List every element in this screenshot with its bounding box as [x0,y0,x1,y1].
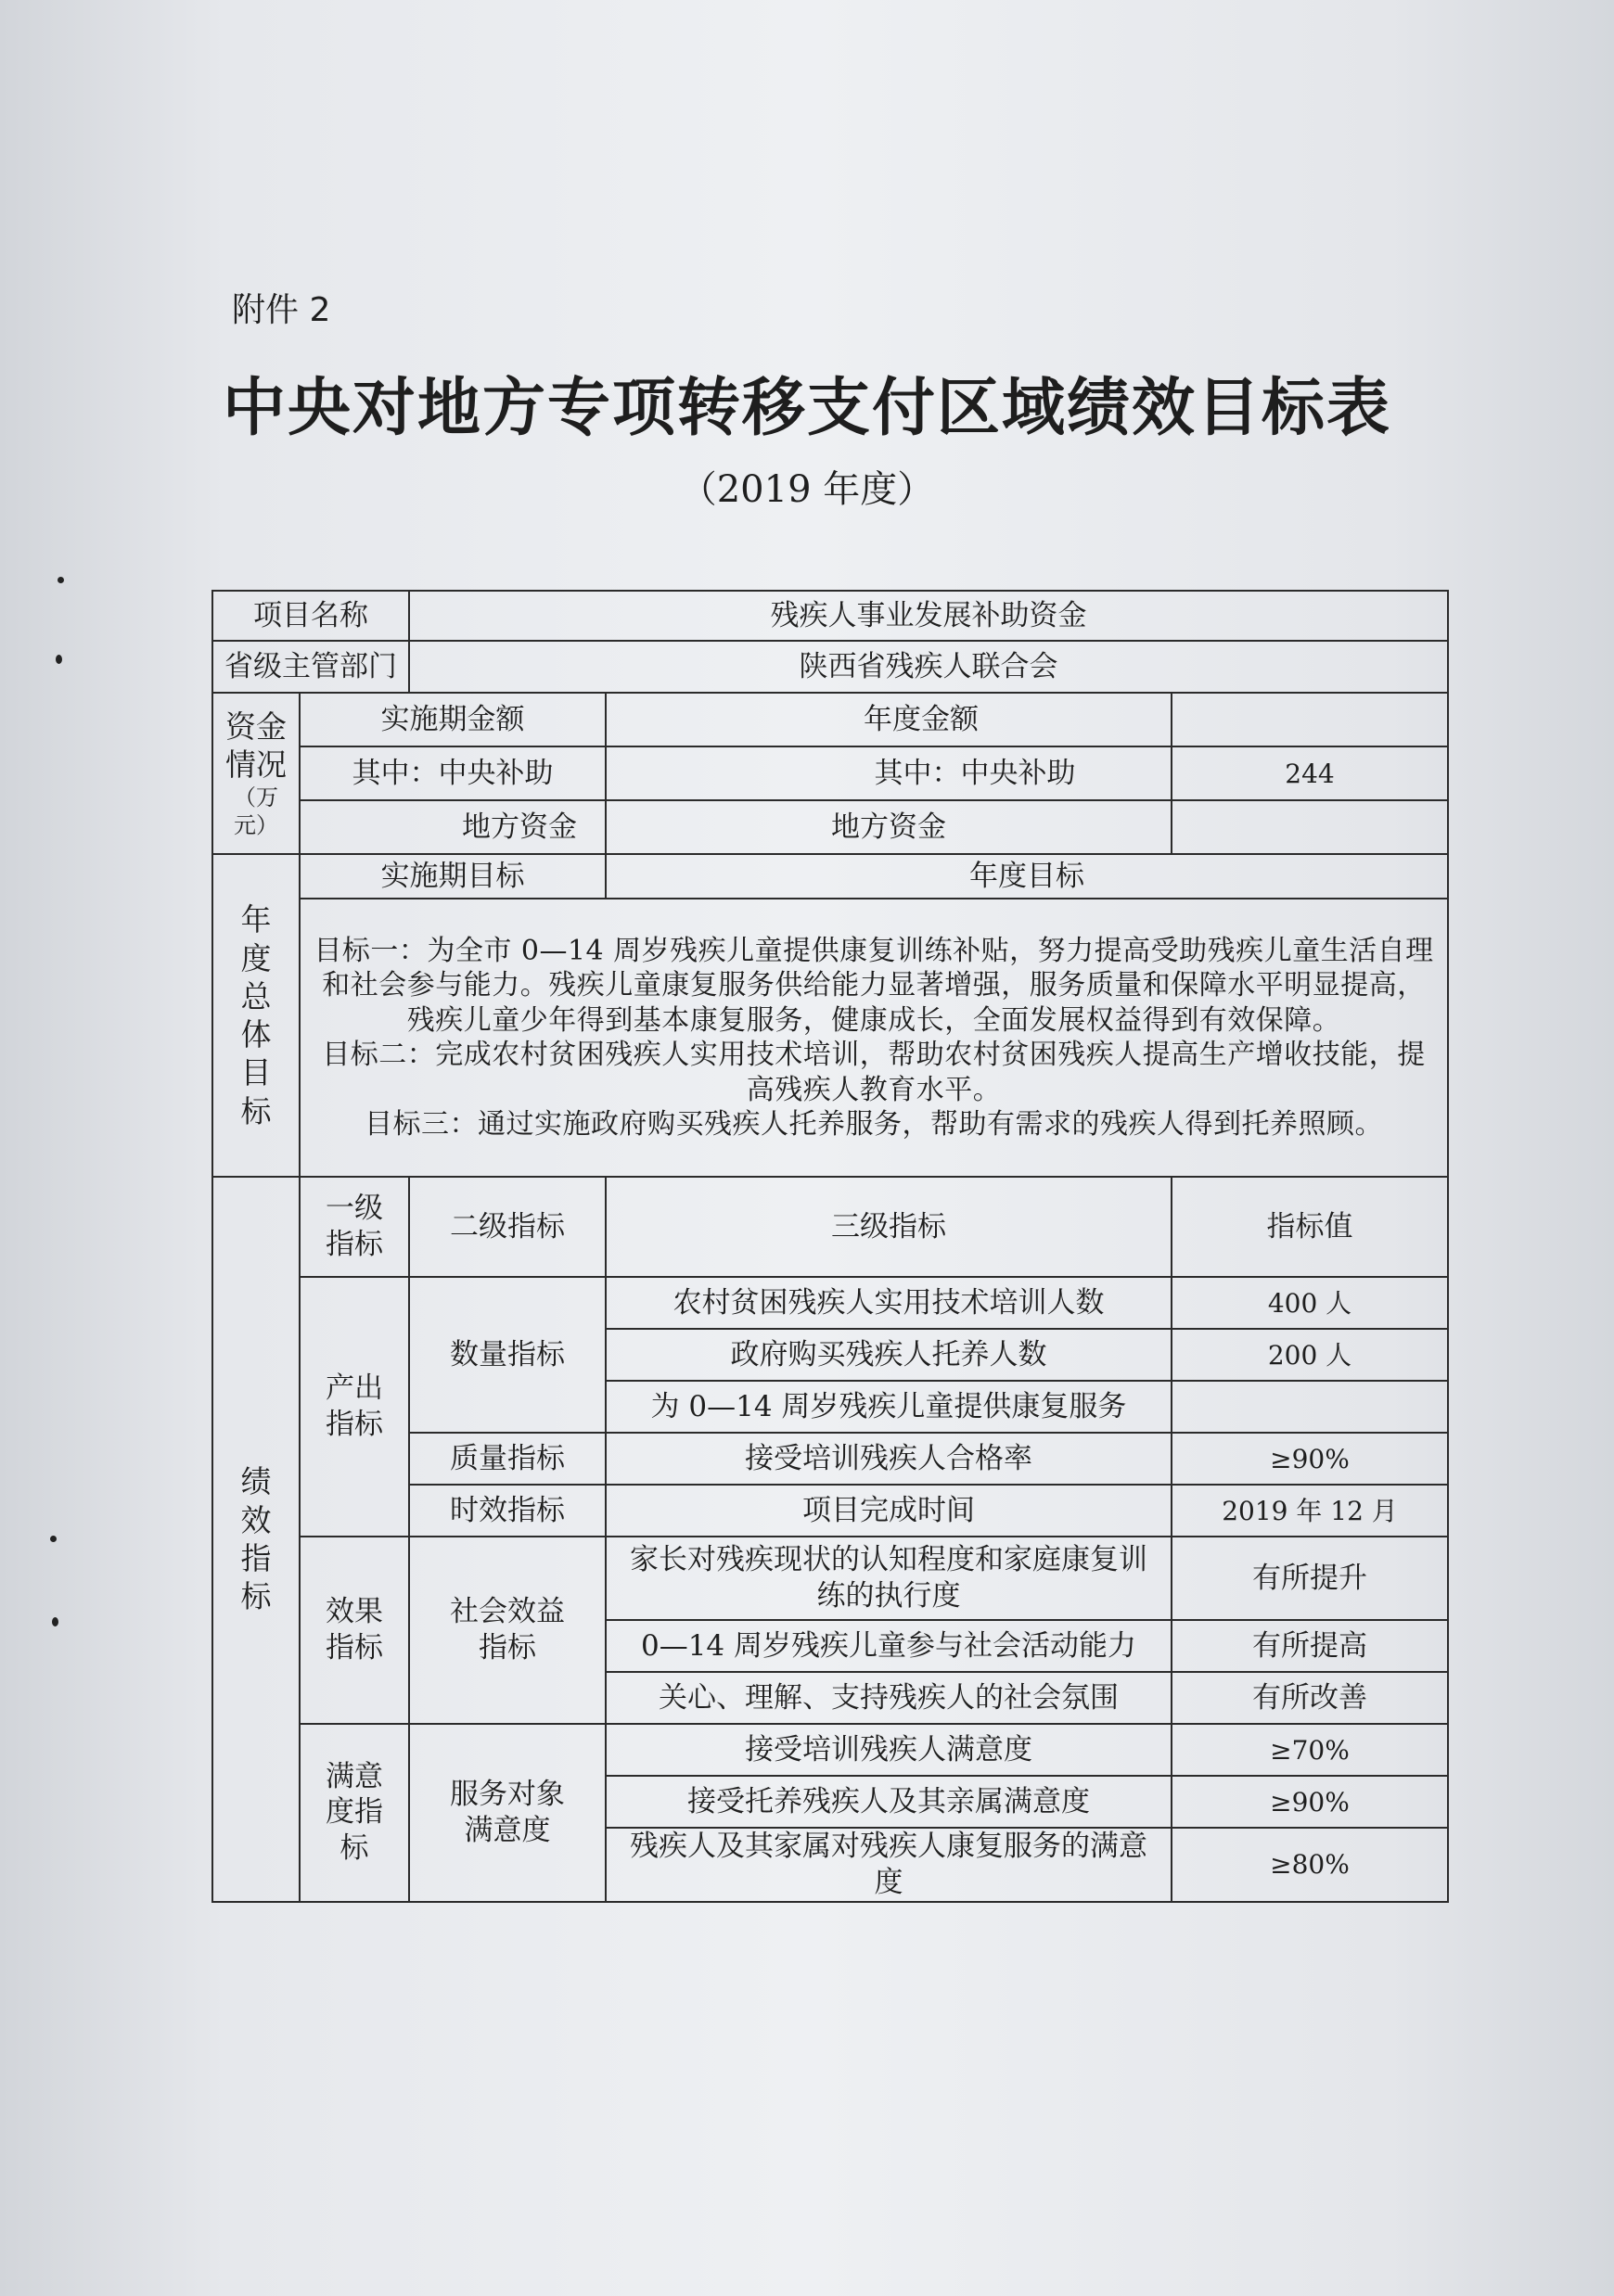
output-indicator-label [300,1277,409,1537]
satisfaction-indicator-line: 标 [339,1831,369,1866]
annual-goals-char: 度 [240,939,272,976]
level3-indicator: 接受培训残疾人满意度 [606,1724,1172,1776]
effect-indicator-label [300,1537,409,1724]
level2-header: 二级指标 [409,1177,606,1277]
level3-indicator: 残疾人及其家属对残疾人康复服务的满意度 [606,1828,1172,1902]
local-funds-period-label: 地方资金 [300,800,606,854]
level3-indicator: 0—14 周岁残疾儿童参与社会活动能力 [606,1620,1172,1672]
indicator-value: 2019 年 12 月 [1172,1485,1448,1537]
annual-goals-char: 总 [240,977,272,1014]
service-satisfaction-label [409,1724,606,1902]
dept-value: 陕西省残疾人联合会 [409,641,1448,693]
dept-row [212,641,1448,693]
indicator-value: 400 人 [1172,1277,1448,1329]
period-amount-label: 实施期金额 [300,693,606,746]
funds-row-3 [212,800,1448,854]
goal-3: 目标三：通过实施政府购买残疾人托养服务，帮助有需求的残疾人得到托养照顾。 [365,1108,1384,1141]
satisfaction-indicator-line: 满意 [326,1759,383,1793]
funds-label [212,693,300,854]
social-benefit-label [409,1537,606,1724]
level3-indicator: 为 0—14 周岁残疾儿童提供康复服务 [606,1381,1172,1433]
satisfaction-indicator-label [300,1724,409,1902]
indicator-value [1172,1381,1448,1433]
central-subsidy-value: 244 [1172,746,1448,800]
value-header: 指标值 [1172,1177,1448,1277]
goals-content-row [212,899,1448,1177]
indicators-char: 标 [240,1578,272,1614]
level3-indicator: 项目完成时间 [606,1485,1172,1537]
annual-amount-value [1172,693,1448,746]
table-row [212,1724,1448,1776]
indicator-value: ≥90% [1172,1433,1448,1485]
project-name-label: 项目名称 [212,591,409,641]
annual-amount-label: 年度金额 [606,693,1172,746]
indicator-value: 有所改善 [1172,1672,1448,1724]
level1-header [300,1177,409,1277]
annual-goal-header: 年度目标 [606,854,1448,899]
project-name-value: 残疾人事业发展补助资金 [409,591,1448,641]
indicator-value: ≥90% [1172,1776,1448,1828]
level3-header: 三级指标 [606,1177,1172,1277]
scan-speck [58,577,64,583]
level3-indicator: 接受培训残疾人合格率 [606,1433,1172,1485]
level3-indicator: 接受托养残疾人及其亲属满意度 [606,1776,1172,1828]
service-satisfaction-line: 服务对象 [450,1778,565,1811]
indicator-value: ≥70% [1172,1724,1448,1776]
local-funds-value [1172,800,1448,854]
level3-indicator: 政府购买残疾人托养人数 [606,1329,1172,1381]
output-indicator-line: 产出 [326,1371,383,1406]
goals-text [300,899,1448,1177]
central-subsidy-annual-label: 其中：中央补助 [606,746,1172,800]
annual-goals-label [212,854,300,1177]
level3-indicator: 农村贫困残疾人实用技术培训人数 [606,1277,1172,1329]
performance-target-table [211,590,1449,1903]
indicators-char: 绩 [240,1463,272,1500]
social-benefit-line: 指标 [479,1631,536,1665]
table-row [212,1537,1448,1620]
local-funds-annual-label: 地方资金 [606,800,1172,854]
scan-speck [56,655,62,664]
dept-label: 省级主管部门 [212,641,409,693]
effect-indicator-line: 效果 [326,1595,383,1629]
scan-speck [52,1617,58,1626]
quantity-indicator-label: 数量指标 [409,1277,606,1433]
indicator-value: 200 人 [1172,1329,1448,1381]
funds-label-line2: 情况 [225,746,287,783]
level3-indicator: 关心、理解、支持残疾人的社会氛围 [606,1672,1172,1724]
funds-row-2 [212,746,1448,800]
goal-2: 目标二：完成农村贫困残疾人实用技术培训，帮助农村贫困残疾人提高生产增收技能，提高残疾人教育水平。 [322,1039,1426,1106]
funds-unit: （万元） [234,784,278,839]
project-name-row [212,591,1448,641]
period-goal-header: 实施期目标 [300,854,606,899]
document-subtitle: （2019 年度） [679,468,935,511]
indicators-header-row [212,1177,1448,1277]
indicators-char: 指 [240,1539,272,1576]
timeliness-indicator-label: 时效指标 [409,1485,606,1537]
goals-header-row [212,854,1448,899]
satisfaction-indicator-line: 度指 [326,1795,383,1830]
indicators-char: 效 [240,1501,272,1538]
scan-speck [50,1536,57,1542]
level1-header-line: 指标 [326,1228,383,1261]
level1-header-line: 一级 [326,1192,383,1226]
indicator-value: 有所提升 [1172,1537,1448,1620]
annual-goals-char: 年 [240,901,272,938]
indicator-value: ≥80% [1172,1828,1448,1902]
funds-row-1 [212,693,1448,746]
service-satisfaction-line: 满意度 [464,1813,551,1847]
annual-goals-char: 目 [240,1054,272,1091]
central-subsidy-period-label: 其中：中央补助 [300,746,606,800]
level3-indicator: 家长对残疾现状的认知程度和家庭康复训练的执行度 [606,1537,1172,1620]
indicator-value: 有所提高 [1172,1620,1448,1672]
funds-label-line1: 资金 [225,708,287,745]
quality-indicator-label: 质量指标 [409,1433,606,1485]
indicators-label [212,1177,300,1902]
attachment-label: 附件 2 [232,291,331,329]
social-benefit-line: 社会效益 [450,1595,565,1629]
output-indicator-line: 指标 [326,1408,383,1441]
effect-indicator-line: 指标 [326,1631,383,1665]
annual-goals-char: 体 [240,1016,272,1052]
table-row [212,1277,1448,1329]
annual-goals-char: 标 [240,1092,272,1129]
goal-1: 目标一：为全市 0—14 周岁残疾儿童提供康复训练补贴，努力提高受助残疾儿童生活自理和社会参与能力。残疾儿童康复服务供给能力显著增强，服务质量和保障水平明显提高，残疾儿童少年得到基本康复服务，健康成长，全面发展权益得到有效保障。 [314,934,1434,1037]
document-title: 中央对地方专项转移支付区域绩效目标表 [222,371,1391,445]
